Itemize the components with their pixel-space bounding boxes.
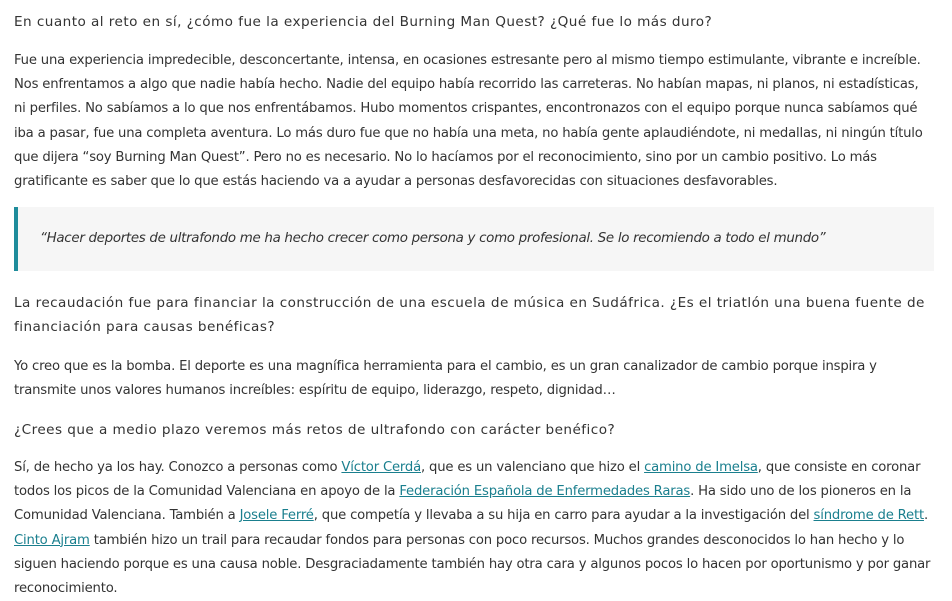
- interview-question-burning-man: En cuanto al reto en sí, ¿cómo fue la experiencia del Burning Man Quest? ¿Qué fue lo más duro?: [14, 14, 713, 30]
- link-cinto-ajram[interactable]: Cinto Ajram: [14, 532, 90, 548]
- pull-quote: [14, 207, 934, 271]
- interview-question-retos-beneficos: ¿Crees que a medio plazo veremos más retos de ultrafondo con carácter benéfico?: [14, 422, 616, 438]
- answer-burning-man: Fue una experiencia impredecible, desconcertante, intensa, en ocasiones estresante pero al mismo tiempo estimulante, vibrante e increíble. Nos enfrentamos a algo que nadie había hecho. Nadie del equipo había recorrido las carreteras. No habían mapas, ni planos, ni estadísticas, ni perfiles. No sabíamos a lo que nos enfrentábamos. Hubo momentos crispantes, encontronazos con el equipo porque nunca sabíamos qué iba a pasar, fue una completa aventura. Lo más duro fue que no había una meta, no había gente aplaudiéndote, ni medallas, ni ningún título que dijera “soy Burning Man Quest”. Pero no es necesario. No lo hacíamos por el reconocimiento, sino por un cambio positivo. Lo más gratificante es saber que lo que estás haciendo va a ayudar a personas desfavorecidas con situaciones desfavorables.: [14, 53, 923, 190]
- answer-text-segment: . Ha sido uno de los pioneros en la Comunidad Valenciana. También a: [14, 484, 912, 524]
- link-sindrome-de-rett[interactable]: síndrome de Rett: [813, 508, 924, 524]
- interview-question-recaudacion: La recaudación fue para financiar la construcción de una escuela de música en Sudáfrica. ¿Es el triatlón una buena fuente de financiación para causas benéficas?: [14, 295, 925, 335]
- answer-text-segment: Sí, de hecho ya los hay. Conozco a personas como: [14, 460, 342, 475]
- link-federacion-enfermedades-raras[interactable]: Federación Española de Enfermedades Raras: [399, 484, 691, 500]
- answer-text-segment: , que consiste en coronar todos los picos de la Comunidad Valenciana en apoyo de la: [14, 460, 921, 500]
- link-camino-de-imelsa[interactable]: camino de Imelsa: [644, 460, 758, 475]
- answer-text-segment: , que es un valenciano que hizo el: [421, 460, 645, 475]
- link-josele-ferre[interactable]: Josele Ferré: [239, 508, 314, 524]
- answer-text-segment: .: [923, 508, 928, 524]
- answer-recaudacion: Yo creo que es la bomba. El deporte es una magnífica herramienta para el cambio, es un gran canalizador de cambio porque inspira y transmite unos valores humanos increíbles: espíritu de equipo, liderazgo, respeto, dignidad…: [14, 359, 877, 399]
- link-victor-cerda[interactable]: Víctor Cerdá: [341, 460, 422, 475]
- answer-retos-beneficos: [14, 456, 934, 601]
- pull-quote-text: “Hacer deportes de ultrafondo me ha hecho crecer como persona y como profesional. Se lo recomiendo a todo el mundo”: [40, 231, 826, 246]
- answer-text-segment: , que competía y llevaba a su hija en carro para ayudar a la investigación del: [313, 508, 814, 524]
- answer-text-segment: también hizo un trail para recaudar fondos para personas con poco recursos. Muchos grandes desconocidos lo han hecho y lo siguen haciendo porque es una causa noble. Desgraciadamente también hay otra cara y algunos pocos lo hacen por oportunismo y por ganar reconocimiento.: [14, 532, 931, 597]
